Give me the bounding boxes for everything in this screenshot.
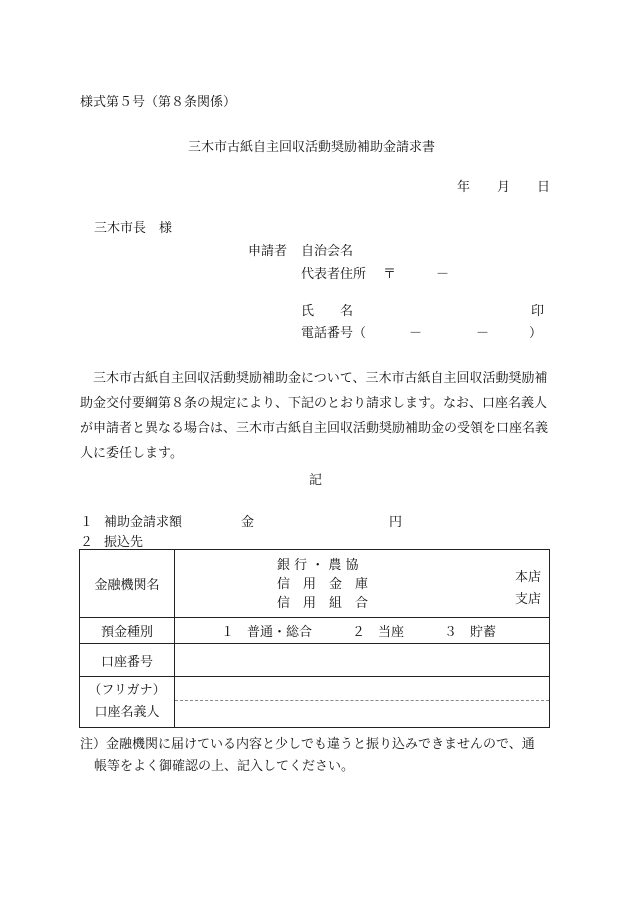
applicant-label: 申請者 — [248, 244, 288, 259]
note — [80, 734, 550, 778]
item1-label: 補助金請求額 — [104, 515, 183, 530]
item2-number: ２ — [80, 535, 94, 550]
note-line-1: 注）金融機関に届けている内容と少しでも違うと振り込みできませんので、通 — [80, 737, 535, 752]
date-year: 年 — [457, 180, 471, 195]
account-number-field[interactable] — [175, 644, 550, 677]
item1-kin: 金 — [241, 515, 255, 530]
branch-type-branch: 支店 — [514, 592, 541, 607]
note-line-2: 帳等をよく御確認の上、記入してください。 — [94, 759, 355, 774]
ki-heading: 記 — [309, 473, 323, 488]
date-month: 月 — [497, 180, 511, 195]
deposit-option-current: ２ 当座 — [352, 625, 405, 640]
deposit-option-savings: ３ 貯蓄 — [444, 625, 497, 640]
institution-cell[interactable] — [175, 550, 550, 618]
furigana-label: （フリガナ） — [88, 683, 166, 698]
account-holder-label-cell — [80, 677, 175, 728]
institution-type-shinkumi: 信 用 組 合 — [277, 596, 369, 611]
branch-type-main: 本店 — [514, 570, 541, 585]
phone-close: ） — [529, 326, 543, 341]
phone-label: 電話番号（ — [301, 326, 367, 341]
furigana-divider — [175, 677, 549, 701]
institution-type-bank: 銀 行 ・ 農 協 — [277, 558, 359, 573]
seal-mark: 印 — [531, 304, 545, 319]
postal-dash: － — [436, 267, 450, 282]
phone-dash-2: － — [476, 326, 490, 341]
institution-label: 金融機関名 — [80, 550, 175, 618]
group-name-label: 自治会名 — [301, 244, 354, 259]
deposit-type-label: 預金種別 — [80, 618, 175, 644]
account-holder-field[interactable] — [175, 677, 550, 728]
account-number-label: 口座番号 — [80, 644, 175, 677]
deposit-type-cell[interactable] — [175, 618, 550, 644]
date-day: 日 — [537, 180, 551, 195]
holder-name-area — [175, 701, 549, 727]
name-label: 氏 名 — [301, 304, 354, 319]
address-label: 代表者住所 — [301, 267, 367, 282]
holder-label: 口座名義人 — [94, 705, 160, 720]
postal-mark: 〒 — [383, 267, 397, 282]
body-paragraph: 三木市古紙自主回収活動奨励補助金について、三木市古紙自主回収活動奨励補助金交付要綱第８条の規定により、下記のとおり請求します。なお、口座名義人が申請者と異なる場合は、三木市古紙自主回収活動奨励補助金の受領を口座名義人に委任します。 — [80, 371, 549, 461]
addressee: 三木市長 様 — [94, 221, 173, 236]
bank-info-table — [79, 549, 550, 728]
item2-label: 振込先 — [104, 535, 144, 550]
form-number: 様式第５号（第８条関係） — [80, 95, 237, 110]
item1-yen: 円 — [389, 515, 403, 530]
institution-type-shinkin: 信 用 金 庫 — [277, 577, 369, 592]
phone-dash-1: － — [409, 326, 423, 341]
item1-number: １ — [80, 515, 94, 530]
deposit-option-ordinary: １ 普通・総合 — [221, 625, 313, 640]
document-title: 三木市古紙自主回収活動奨励補助金請求書 — [188, 140, 436, 155]
